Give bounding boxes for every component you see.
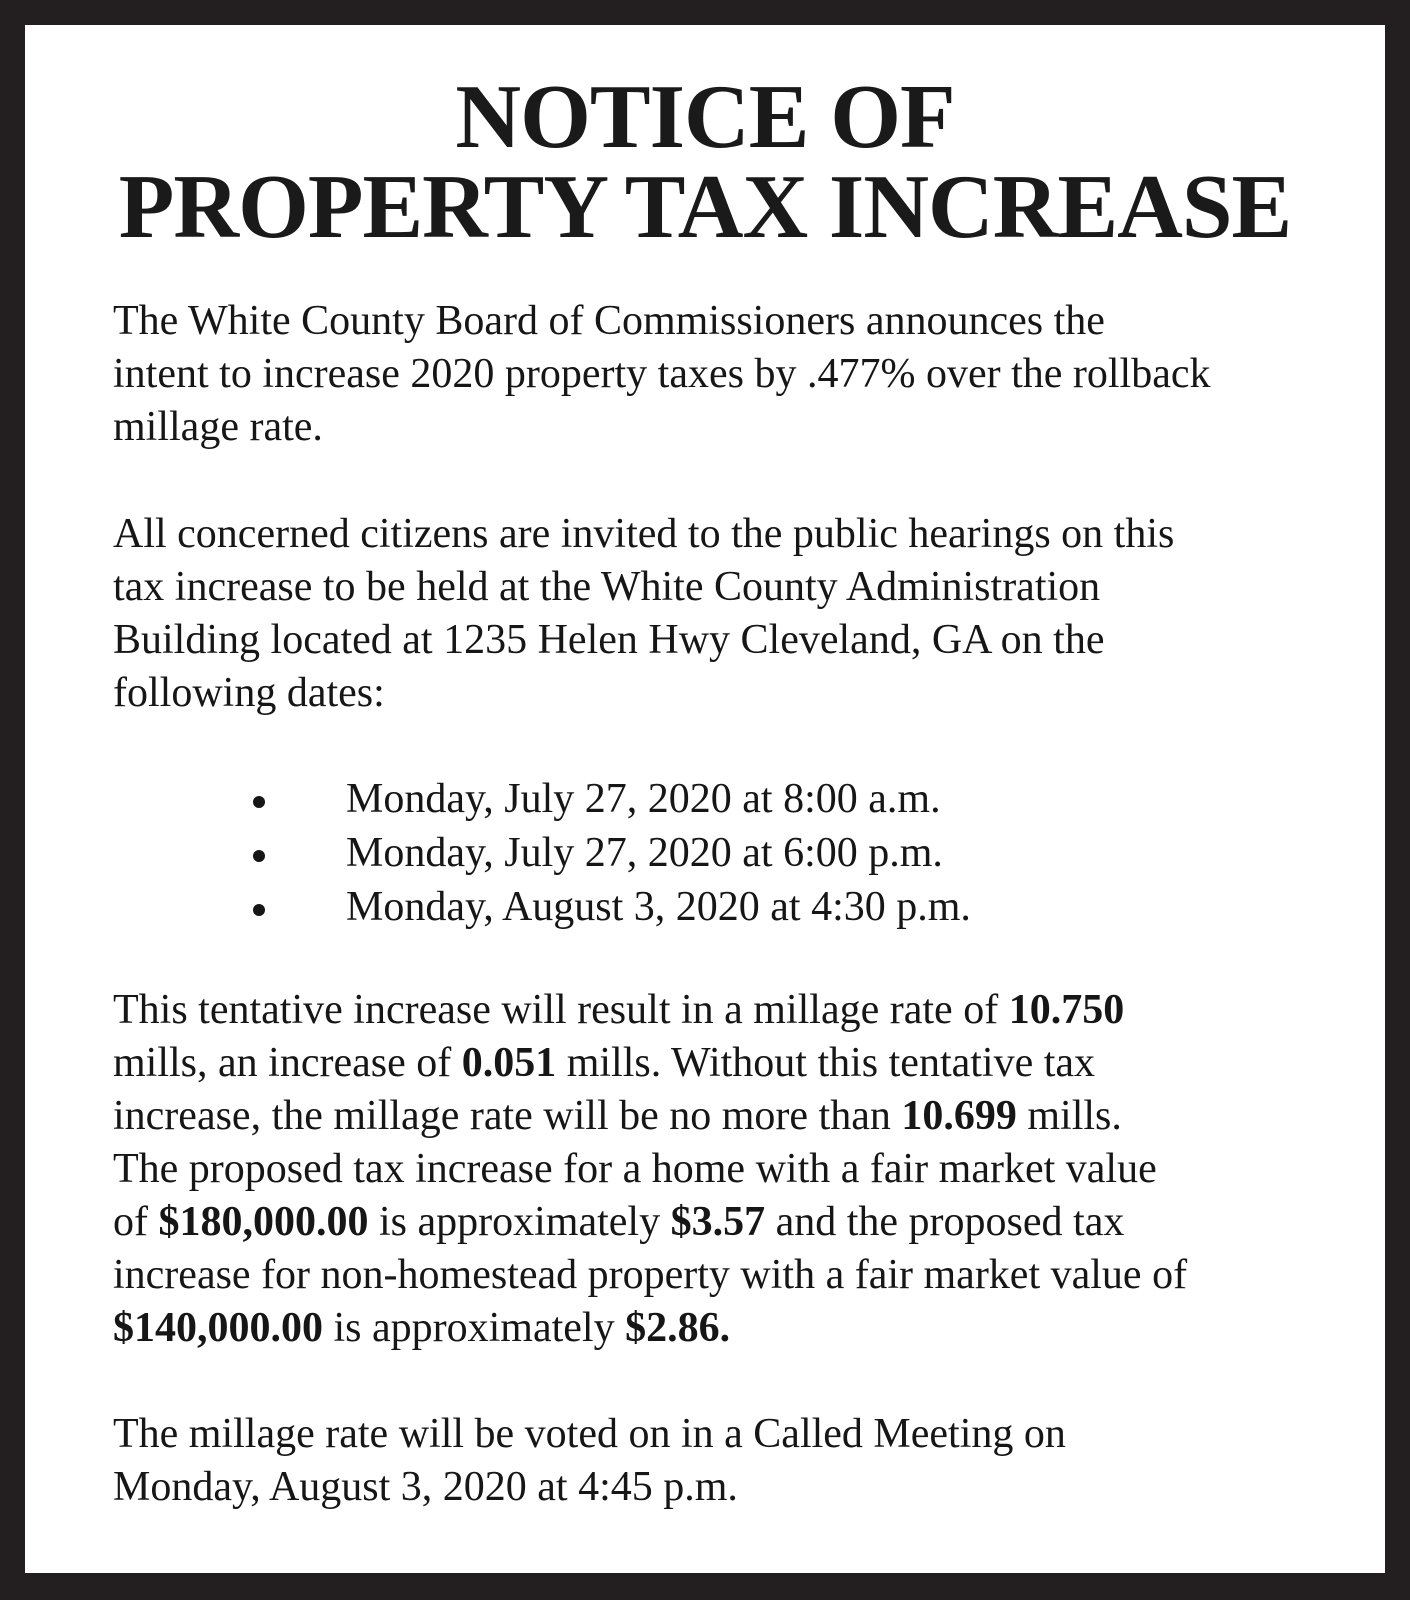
title-line-1: NOTICE OF	[455, 66, 955, 167]
invitation-line: tax increase to be held at the White County Administration	[113, 564, 1101, 610]
result-line	[113, 984, 1187, 1037]
result-line: increase for non-homestead property with a fair market value of	[113, 1252, 1188, 1298]
vote-line: Monday, August 3, 2020 at 4:45 p.m.	[113, 1464, 738, 1510]
non-homestead-market-value: $140,000.00	[113, 1305, 323, 1351]
result-line	[113, 1196, 1187, 1249]
result-text: mills, an increase of	[113, 1040, 462, 1086]
home-market-value: $180,000.00	[158, 1199, 369, 1245]
result-line: The proposed tax increase for a home with a fair market value	[113, 1146, 1157, 1192]
hearing-date-text: Monday, July 27, 2020 at 6:00 p.m.	[346, 830, 943, 876]
notice-title	[0, 66, 1410, 257]
result-text: mills.	[1016, 1093, 1122, 1139]
bullet-icon	[253, 850, 265, 862]
intro-line: The White County Board of Commissioners announces the	[113, 298, 1105, 344]
invitation-paragraph	[113, 508, 1174, 720]
hearing-dates-list	[0, 772, 1410, 934]
hearing-date-text: Monday, July 27, 2020 at 8:00 a.m.	[346, 776, 941, 822]
intro-line: intent to increase 2020 property taxes by .477% over the rollback	[113, 351, 1211, 397]
hearing-date-item	[0, 880, 1410, 934]
millage-increase: 0.051	[461, 1040, 557, 1086]
title-line-2: PROPERTY TAX INCREASE	[118, 156, 1292, 257]
bullet-icon	[253, 796, 265, 808]
bullet-icon	[253, 904, 265, 916]
vote-paragraph	[113, 1408, 1066, 1514]
result-text: increase, the millage rate will be no more than	[113, 1093, 902, 1139]
invitation-line: All concerned citizens are invited to the public hearings on this	[113, 511, 1175, 557]
intro-paragraph	[113, 295, 1211, 454]
hearing-date-item	[0, 826, 1410, 880]
result-text: is approximately	[323, 1305, 626, 1351]
result-text: is approximately	[368, 1199, 671, 1245]
result-text: mills. Without this tentative tax	[556, 1040, 1096, 1086]
non-homestead-tax-increase: $2.86.	[625, 1305, 731, 1351]
invitation-line: Building located at 1235 Helen Hwy Cleveland, GA on the	[113, 617, 1105, 663]
new-millage-rate: 10.750	[1008, 987, 1125, 1033]
result-text: and the proposed tax	[765, 1199, 1125, 1245]
vote-line: The millage rate will be voted on in a Called Meeting on	[113, 1411, 1066, 1457]
home-tax-increase: $3.57	[670, 1199, 766, 1245]
hearing-date-text: Monday, August 3, 2020 at 4:30 p.m.	[346, 884, 971, 930]
result-line	[113, 1037, 1187, 1090]
result-text: of	[113, 1199, 159, 1245]
tax-result-paragraph	[113, 984, 1187, 1355]
invitation-line: following dates:	[113, 670, 385, 716]
result-text: This tentative increase will result in a millage rate of	[113, 987, 1009, 1033]
result-line	[113, 1302, 1187, 1355]
rollback-millage-rate: 10.699	[901, 1093, 1017, 1139]
intro-line: millage rate.	[113, 404, 323, 450]
result-line	[113, 1090, 1187, 1143]
hearing-date-item	[0, 772, 1410, 826]
